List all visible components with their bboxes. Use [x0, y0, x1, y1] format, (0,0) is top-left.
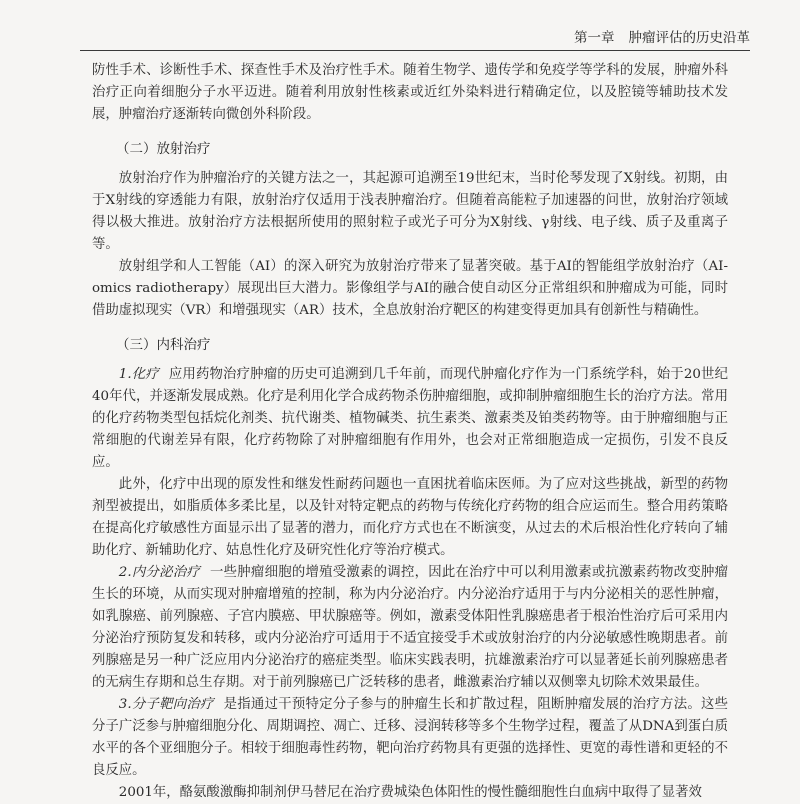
item-endocrine-therapy — [92, 562, 728, 694]
section-heading-radiotherapy: （二）放射治疗 — [116, 141, 211, 157]
chapter-title: 肿瘤评估的历史沿革 — [628, 30, 750, 46]
chapter-number: 第一章 — [574, 30, 615, 46]
item-targeted-therapy — [92, 694, 728, 782]
item-title: 1.化疗 — [118, 367, 159, 382]
item-chemotherapy — [92, 364, 728, 474]
running-header — [80, 28, 750, 51]
item-text: 一些肿瘤细胞的增殖受激素的调控，因此在治疗中可以利用激素或抗激素药物改变肿瘤生长的环境，从而实现对肿瘤增殖的控制，称为内分泌治疗。内分泌治疗适用于与内分泌相关的恶性肿瘤，如乳腺癌、前列腺癌、子宫内膜癌、甲状腺癌等。例如，激素受体阳性乳腺癌患者于根治性治疗后可采用内分泌治疗预防复发和转移，或内分泌治疗可适用于不适宜接受手术或放射治疗的内分泌敏感性晚期患者。前列腺癌是另一种广泛应用内分泌治疗的癌症类型。临床实践表明，抗雄激素治疗可以显著延长前列腺癌患者的无病生存期和总生存期。对于前列腺癌已广泛转移的患者，雌激素治疗辅以双侧睾丸切除术效果最佳。 — [92, 565, 728, 690]
paragraph: 此外，化疗中出现的原发性和继发性耐药问题也一直困扰着临床医师。为了应对这些挑战，新型的药物剂型被提出，如脂质体多柔比星，以及针对特定靶点的药物与传统化疗药物的组合应运而生。整合用药策略在提高化疗敏感性方面显示出了显著的潜力，而化疗方式也在不断演变，从过去的术后根治性化疗转向了辅助化疗、新辅助化疗、姑息性化疗及研究性化疗等治疗模式。 — [92, 477, 728, 558]
item-title: 2.内分泌治疗 — [118, 565, 201, 580]
intro-paragraph: 防性手术、诊断性手术、探查性手术及治疗性手术。随着生物学、遗传学和免疫学等学科的发展，肿瘤外科治疗正向着细胞分子水平迈进。随着利用放射性核素或近红外染料进行精确定位，以及腔镜等辅助技术发展，肿瘤治疗逐渐转向微创外科阶段。 — [92, 63, 728, 122]
item-title: 3.分子靶向治疗 — [118, 697, 214, 712]
paragraph: 2001年，酪氨酸激酶抑制剂伊马替尼在治疗费城染色体阳性的慢性髓细胞性白血病中取得了显著效 — [118, 785, 702, 800]
section-heading-medical-therapy: （三）内科治疗 — [116, 337, 211, 353]
paragraph: 放射治疗作为肿瘤治疗的关键方法之一，其起源可追溯至19世纪末，当时伦琴发现了X射线。初期，由于X射线的穿透能力有限，放射治疗仅适用于浅表肿瘤治疗。但随着高能粒子加速器的问世，放射治疗领域得以极大推进。放射治疗方法根据所使用的照射粒子或光子可分为X射线、γ射线、电子线、质子及重离子等。 — [92, 171, 728, 252]
paragraph: 放射组学和人工智能（AI）的深入研究为放射治疗带来了显著突破。基于AI的智能组学放射治疗（AI-omics radiotherapy）展现出巨大潜力。影像组学与AI的融合使自动区分正常组织和肿瘤成为可能，同时借助虚拟现实（VR）和增强现实（AR）技术，全息放射治疗靶区的构建变得更加具有创新性与精确性。 — [92, 259, 728, 318]
item-text: 是指通过干预特定分子参与的肿瘤生长和扩散过程，阻断肿瘤发展的治疗方法。这些分子广泛参与肿瘤细胞分化、周期调控、凋亡、迁移、浸润转移等多个生物学过程，覆盖了从DNA到蛋白质水平的各个亚细胞分子。相较于细胞毒性药物，靶向治疗药物具有更强的选择性、更宽的毒性谱和更轻的不良反应。 — [92, 697, 729, 778]
body-text — [92, 60, 728, 804]
item-text: 应用药物治疗肿瘤的历史可追溯到几千年前，而现代肿瘤化疗作为一门系统学科，始于20世纪40年代，并逐渐发展成熟。化疗是利用化学合成药物杀伤肿瘤细胞，或抑制肿瘤细胞生长的治疗方法。常用的化疗药物类型包括烷化剂类、抗代谢类、植物碱类、抗生素类、激素类及铂类药物等。由于肿瘤细胞与正常细胞的代谢差异有限，化疗药物除了对肿瘤细胞有作用外，也会对正常细胞造成一定损伤，引发不良反应。 — [92, 367, 728, 470]
